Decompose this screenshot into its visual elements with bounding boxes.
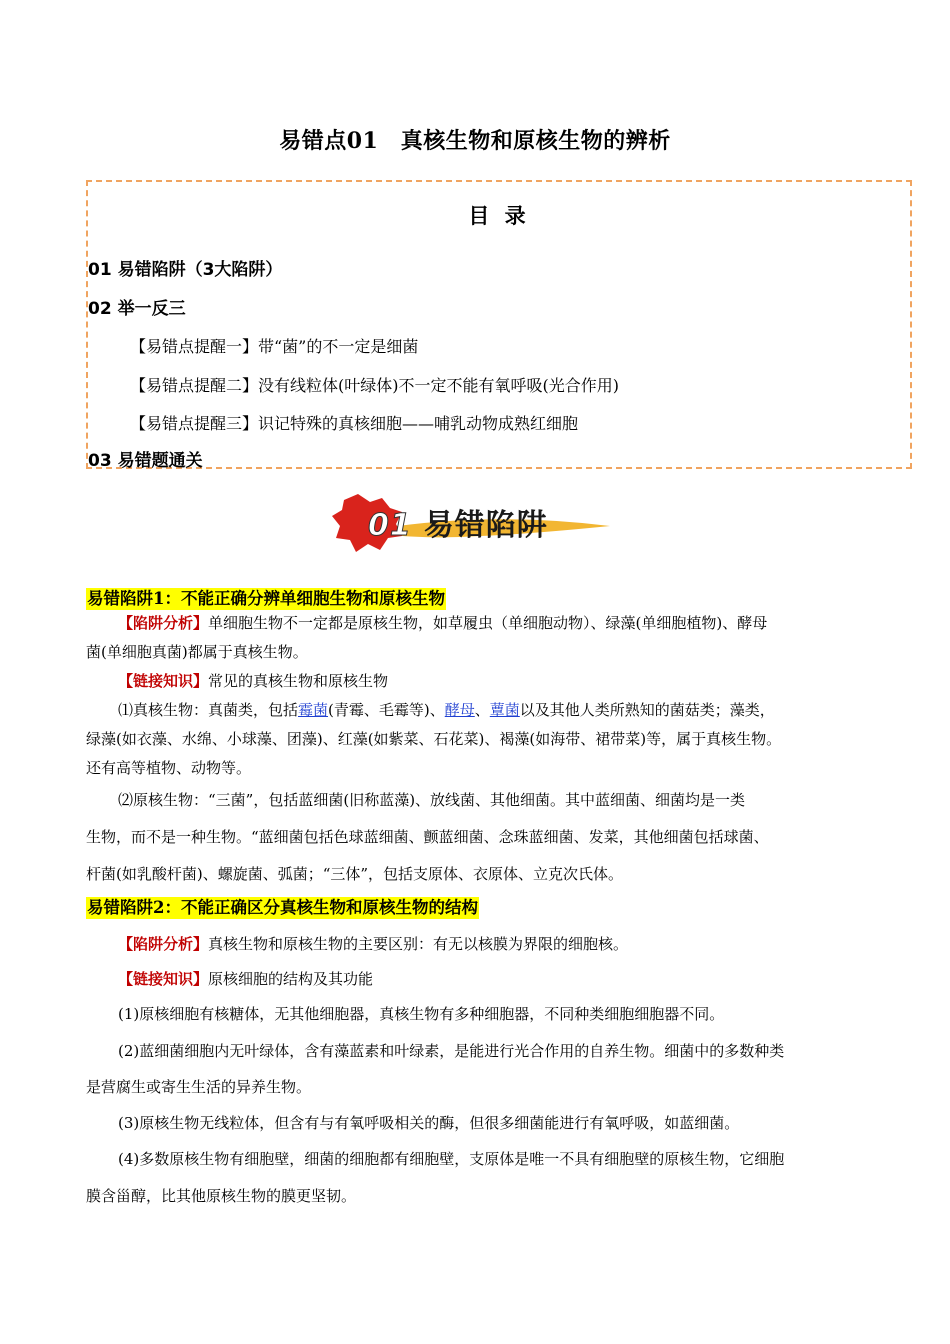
trap-1-paragraph-1-line2: 绿藻(如衣藻、水绵、小球藻、团藻)、红藻(如紫菜、石花菜)、褐藻(如海带、裙带菜)等，属于真核生物。 xyxy=(86,730,782,748)
trap-2-point-3 xyxy=(86,1112,878,1133)
trap-2-analysis-tag: 【陷阱分析】 xyxy=(118,935,209,953)
trap-1-paragraph-2 xyxy=(86,789,878,810)
trap-1-knowledge xyxy=(86,670,878,691)
trap-1-paragraph-2-line3: 杆菌(如乳酸杆菌)、螺旋菌、弧菌；“三体”，包括支原体、衣原体、立克次氏体。 xyxy=(86,865,624,883)
section-banner xyxy=(330,492,620,554)
trap-2-knowledge-text: 原核细胞的结构及其功能 xyxy=(208,970,374,988)
trap-1-knowledge-tag: 【链接知识】 xyxy=(118,672,209,690)
toc-item-1[interactable]: 01 易错陷阱（3大陷阱） xyxy=(88,260,283,280)
k4-line1: (4)多数原核生物有细胞壁，细菌的细胞都有细胞壁，支原体是唯一不具有细胞壁的原核生物，它细胞 xyxy=(118,1150,785,1168)
k3-text: (3)原核生物无线粒体，但含有与有氧呼吸相关的酶，但很多细菌能进行有氧呼吸，如蓝细菌。 xyxy=(118,1114,740,1132)
banner-text xyxy=(368,500,548,544)
trap-1-analysis xyxy=(86,612,878,633)
page-title: 易错点01 真核生物和原核生物的辨析 xyxy=(279,128,671,154)
p2-line1: ⑵原核生物：“三菌”，包括蓝细菌(旧称蓝藻)、放线菌、其他细菌。其中蓝细菌、细菌均是一类 xyxy=(118,791,746,809)
toc-item-3[interactable]: 03 易错题通关 xyxy=(88,451,203,471)
toc-subitem-1[interactable]: 【易错点提醒一】带“菌”的不一定是细菌 xyxy=(130,337,419,356)
toc-subitem-3[interactable]: 【易错点提醒三】识记特殊的真核细胞——哺乳动物成熟红细胞 xyxy=(130,414,579,433)
trap-2-point-1 xyxy=(86,1003,878,1024)
toc-heading: 目 录 xyxy=(468,204,530,228)
banner-label: 易错陷阱 xyxy=(423,508,548,543)
link-mold[interactable]: 霉菌 xyxy=(298,701,329,719)
trap-2-analysis-text: 真核生物和原核生物的主要区别：有无以核膜为界限的细胞核。 xyxy=(208,935,629,953)
trap-1-title: 易错陷阱1：不能正确分辨单细胞生物和原核生物 xyxy=(87,589,445,608)
trap-2-knowledge xyxy=(86,968,878,989)
p1-text-d: 以及其他人类所熟知的菌菇类；藻类， xyxy=(519,701,775,719)
k2-line1: (2)蓝细菌细胞内无叶绿体，含有藻蓝素和叶绿素，是能进行光合作用的自养生物。细菌中的多数种类 xyxy=(118,1042,785,1060)
banner-number: 01 xyxy=(368,508,412,543)
trap-1-paragraph-1-line3: 还有高等植物、动物等。 xyxy=(86,759,252,777)
toc-item-2[interactable]: 02 举一反三 xyxy=(88,299,186,319)
p1-text-b: (青霉、毛霉等)、 xyxy=(328,701,445,719)
trap-2-point-2-line2: 是营腐生或寄生生活的异养生物。 xyxy=(86,1078,312,1096)
p1-text-a: ⑴真核生物：真菌类，包括 xyxy=(118,701,299,719)
trap-2-knowledge-tag: 【链接知识】 xyxy=(118,970,209,988)
trap-1-paragraph-2-line2: 生物，而不是一种生物。“蓝细菌包括色球蓝细菌、颤蓝细菌、念珠蓝细菌、发菜，其他细菌包括球菌、 xyxy=(86,828,769,846)
table-of-contents xyxy=(86,180,912,469)
trap-1-analysis-line2: 菌(单细胞真菌)都属于真核生物。 xyxy=(86,643,308,661)
trap-1-analysis-line1: 单细胞生物不一定都是原核生物，如草履虫（单细胞动物）、绿藻(单细胞植物)、酵母 xyxy=(208,614,768,632)
trap-2-analysis xyxy=(86,933,878,954)
link-yeast[interactable]: 酵母 xyxy=(444,701,475,719)
trap-2-point-2 xyxy=(86,1040,878,1061)
trap-1-paragraph-1 xyxy=(86,699,878,720)
trap-2-point-4 xyxy=(86,1148,878,1169)
trap-1-analysis-tag: 【陷阱分析】 xyxy=(118,614,209,632)
p1-text-c: 、 xyxy=(474,701,490,719)
toc-subitem-2[interactable]: 【易错点提醒二】没有线粒体(叶绿体)不一定不能有氧呼吸(光合作用) xyxy=(130,376,619,395)
trap-2-point-4-line2: 膜含甾醇，比其他原核生物的膜更坚韧。 xyxy=(86,1187,357,1205)
link-mushroom[interactable]: 蕈菌 xyxy=(489,701,520,719)
trap-1-knowledge-text: 常见的真核生物和原核生物 xyxy=(208,672,389,690)
k1-text: (1)原核细胞有核糖体，无其他细胞器，真核生物有多种细胞器，不同种类细胞细胞器不同。 xyxy=(118,1005,725,1023)
trap-2-title: 易错陷阱2：不能正确区分真核生物和原核生物的结构 xyxy=(87,898,478,917)
